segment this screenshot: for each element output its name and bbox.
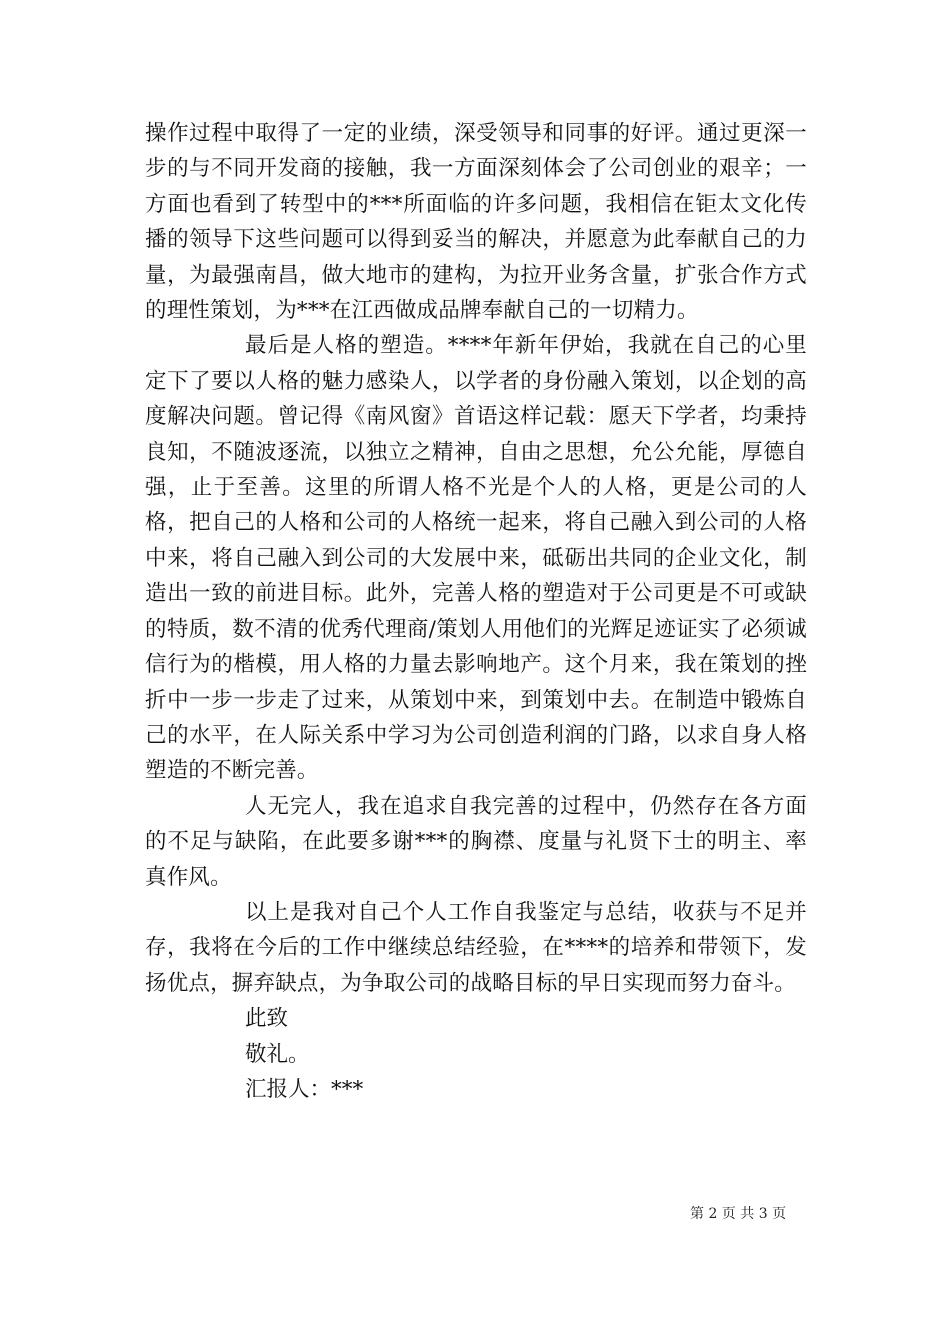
closing-reporter: 汇报人：*** bbox=[245, 1076, 364, 1102]
paragraph-continuation: 操作过程中取得了一定的业绩，深受领导和同事的好评。通过更深一步的与不同开发商的接触，我一方面深刻体会了公司创业的艰辛；一方面也看到了转型中的***所面临的许多问题，我相信在钜太文化传播的领导下这些问题可以得到妥当的解决，并愿意为此奉献自己的力量，为最强南昌，做大地市的建构，为拉开业务含量，扩张合作方式的理性策划，为***在江西做成品牌奉献自己的一切精力。 bbox=[145, 121, 807, 324]
paragraph-personality: 最后是人格的塑造。****年新年伊始，我就在自己的心里定下了要以人格的魅力感染人，以学者的身份融入策划，以企划的高度解决问题。曾记得《南风窗》首语这样记载：愿天下学者，均秉持良知，不随波逐流，以独立之精神，自由之思想，允公允能，厚德自强，止于至善。这里的所谓人格不光是个人的人格，更是公司的人格，把自己的人格和公司的人格统一起来，将自己融入到公司的人格中来，将自己融入到公司的大发展中来，砥砺出共同的企业文化，制造出一致的前进目标。此外，完善人格的塑造对于公司更是不可或缺的特质，数不清的优秀代理商/策划人用他们的光辉足迹证实了必须诚信行为的楷模，用人格的力量去影响地产。这个月来，我在策划的挫折中一步一步走了过来，从策划中来，到策划中去。在制造中锻炼自己的水平，在人际关系中学习为公司创造利润的门路，以求自身人格塑造的不断完善。 bbox=[145, 333, 807, 784]
closing-salutation: 此致 bbox=[245, 1006, 289, 1032]
document-body bbox=[145, 116, 807, 1107]
paragraph-conclusion: 以上是我对自己个人工作自我鉴定与总结，收获与不足并存，我将在今后的工作中继续总结经验，在****的培养和带领下，发扬优点，摒弃缺点，为争取公司的战略目标的早日实现而努力奋斗。 bbox=[145, 899, 807, 996]
paragraph-shortcomings: 人无完人，我在追求自我完善的过程中，仍然存在各方面的不足与缺陷，在此要多谢***的胸襟、度量与礼贤下士的明主、率真作风。 bbox=[145, 793, 807, 890]
closing-regards: 敬礼。 bbox=[245, 1041, 310, 1067]
page-number: 第 2 页 共 3 页 bbox=[690, 1206, 787, 1222]
